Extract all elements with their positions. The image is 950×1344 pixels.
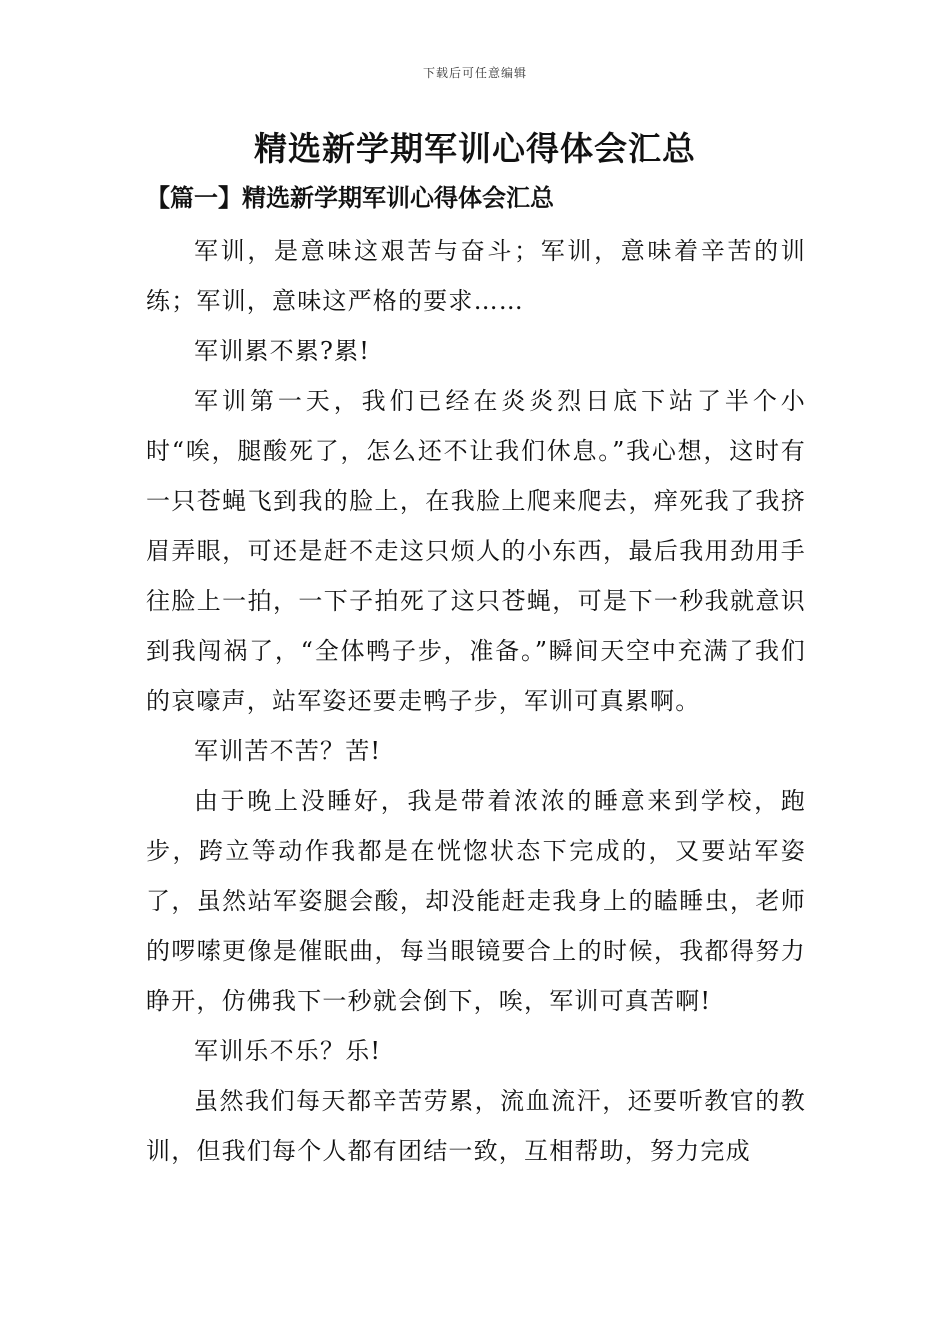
- paragraph: 军训，是意味这艰苦与奋斗；军训，意味着辛苦的训练；军训，意味这严格的要求……: [146, 237, 806, 315]
- document-title: 精选新学期军训心得体会汇总: [254, 129, 696, 168]
- paragraph: 军训累不累?累!: [194, 337, 371, 365]
- paragraph: 由于晚上没睡好，我是带着浓浓的睡意来到学校，跑步，跨立等动作我都是在恍惚状态下完成的，又要站军姿了，虽然站军姿腿会酸，却没能赶走我身上的瞌睡虫，老师的啰嗦更像是催眠曲，每当眼镜要合上的时候，我都得努力睁开，仿佛我下一秒就会倒下，唉，军训可真苦啊!: [146, 787, 806, 1015]
- header-note: 下载后可任意编辑: [422, 66, 527, 80]
- paragraph: 军训第一天，我们已经在炎炎烈日底下站了半个小时“唉，腿酸死了，怎么还不让我们休息。”我心想，这时有一只苍蝇飞到我的脸上，在我脸上爬来爬去，痒死我了我挤眉弄眼，可还是赶不走这只烦人的小东西，最后我用劲用手往脸上一拍，一下子拍死了这只苍蝇，可是下一秒我就意识到我闯祸了，“全体鸭子步，准备。”瞬间天空中充满了我们的哀嚎声，站军姿还要走鸭子步，军训可真累啊。: [146, 387, 806, 715]
- paragraph: 军训苦不苦？苦!: [194, 737, 382, 765]
- paragraph: 虽然我们每天都辛苦劳累，流血流汗，还要听教官的教训，但我们每个人都有团结一致，互相帮助，努力完成: [146, 1087, 806, 1165]
- document-body: [146, 226, 806, 1176]
- paragraph: 军训乐不乐？乐!: [194, 1037, 382, 1065]
- section-heading: 【篇一】精选新学期军训心得体会汇总: [146, 183, 554, 212]
